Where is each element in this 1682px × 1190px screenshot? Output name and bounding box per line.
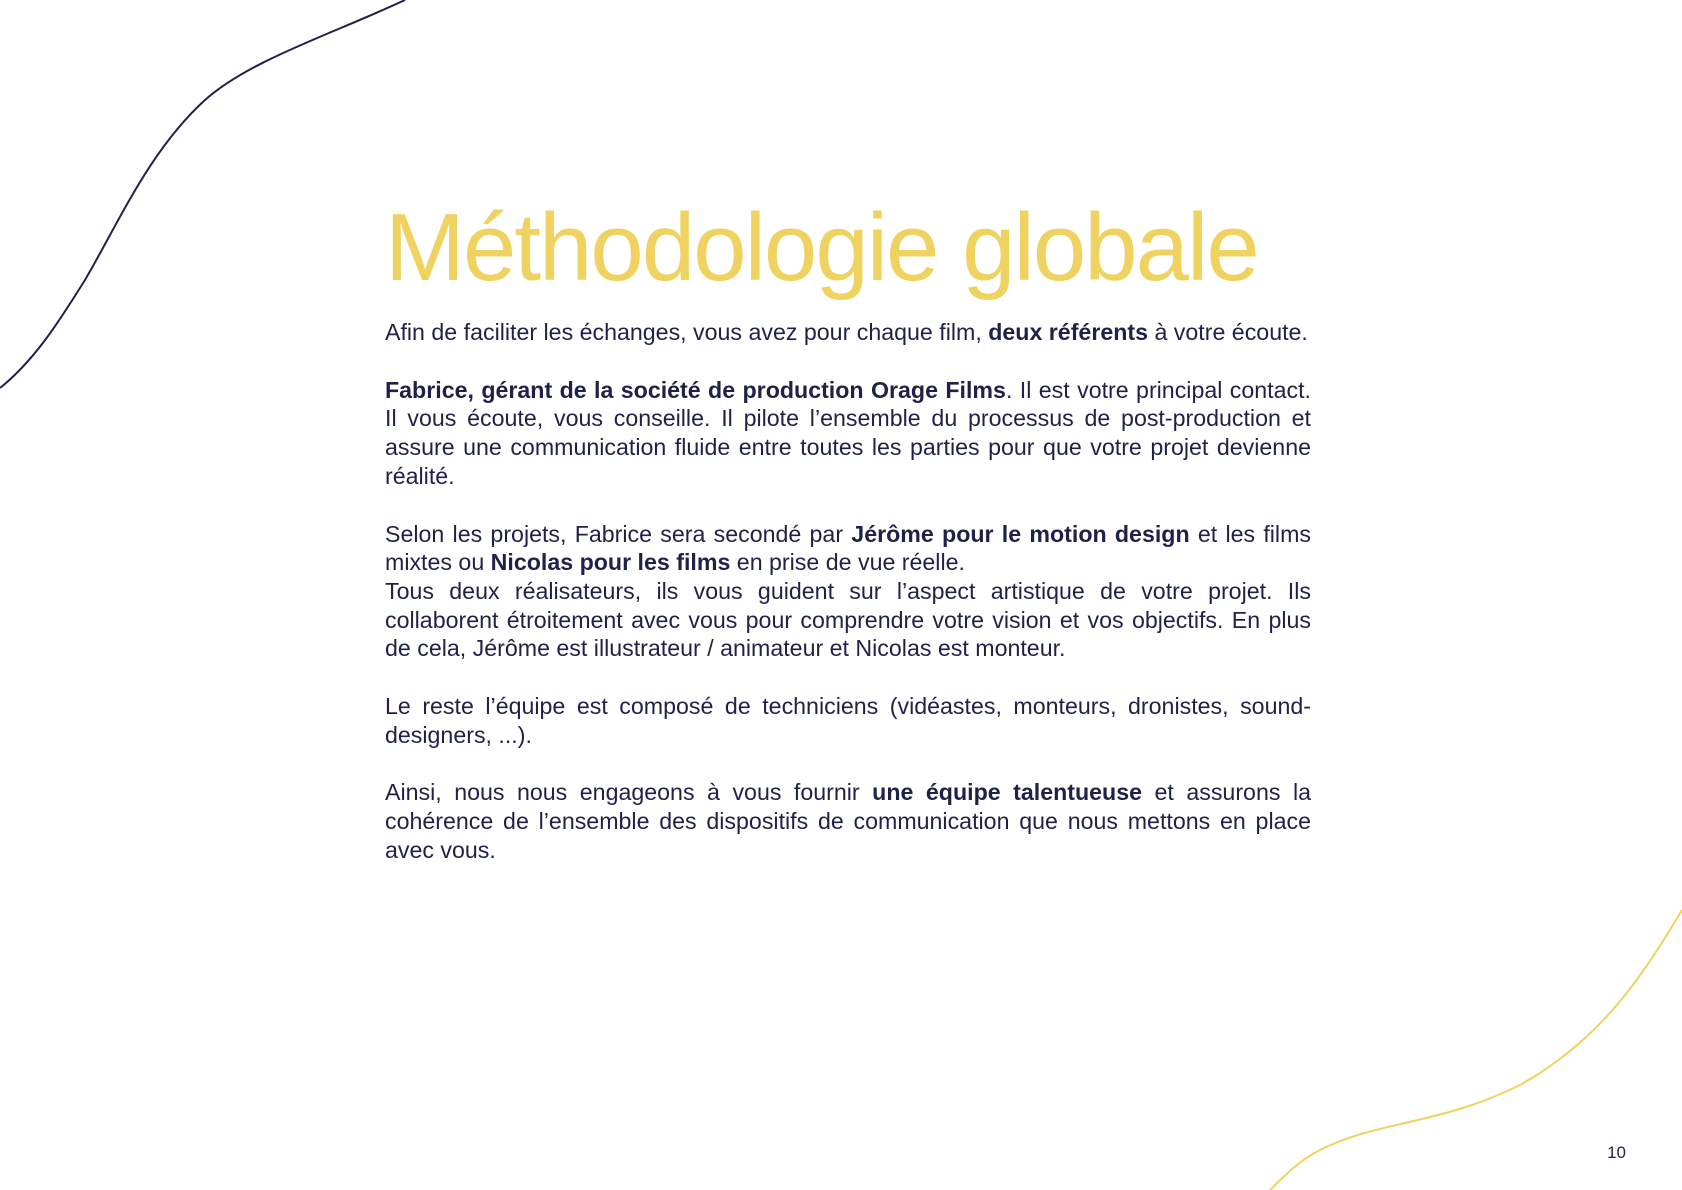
text-segment: . Il est votre principal contact. Il vous écoute, vous conseille. Il pilote l’ensemble du processus de post-production et assure une communication fluide entre toutes les parties pour que votre projet devienne réalité. [385,376,1311,489]
bold-segment: une équipe talentueuse [872,779,1142,806]
paragraph-fabrice [385,376,1311,491]
main-content [385,196,1311,894]
paragraph-engagement [385,778,1311,864]
text-segment: Tous deux réalisateurs, ils vous guident sur l’aspect artistique de votre projet. Ils collaborent étroitement avec vous pour comprendre votre vision et vos objectifs. En plus de cela, Jérôme est illustrateur / animateur et Nicolas est monteur. [385,577,1311,662]
text-segment: et assurons la cohérence de l’ensemble des dispositifs de communication que nous mettons en place avec vous. [385,779,1311,863]
paragraph-equipe [385,692,1311,749]
text-segment: Ainsi, nous nous engageons à vous fournir [385,779,873,806]
paragraph-referents [385,318,1311,347]
text-segment: Selon les projets, Fabrice sera secondé par [385,520,852,547]
text-segment: en prise de vue réelle. [730,549,965,576]
bold-segment: Fabrice, gérant de la société de production Orage Films [385,376,1006,403]
text-segment: Afin de faciliter les échanges, vous avez pour chaque film, [385,319,989,345]
text-segment: Le reste l’équipe est composé de techniciens (vidéastes, monteurs, dronistes, sound-designers, ...). [385,693,1311,748]
text-segment: et les films mixtes ou [385,520,1311,576]
text-segment: à votre écoute. [1148,319,1308,345]
bold-segment: deux référents [988,319,1149,345]
page-title: Méthodologie globale [385,194,1258,301]
bold-segment: Nicolas pour les films [490,549,731,576]
paragraph-realisateurs [385,577,1311,663]
navy-curve-top-left [0,0,405,388]
page-number: 10 [1607,1143,1626,1162]
paragraph-seconds [385,520,1311,577]
bold-segment: Jérôme pour le motion design [851,520,1190,547]
